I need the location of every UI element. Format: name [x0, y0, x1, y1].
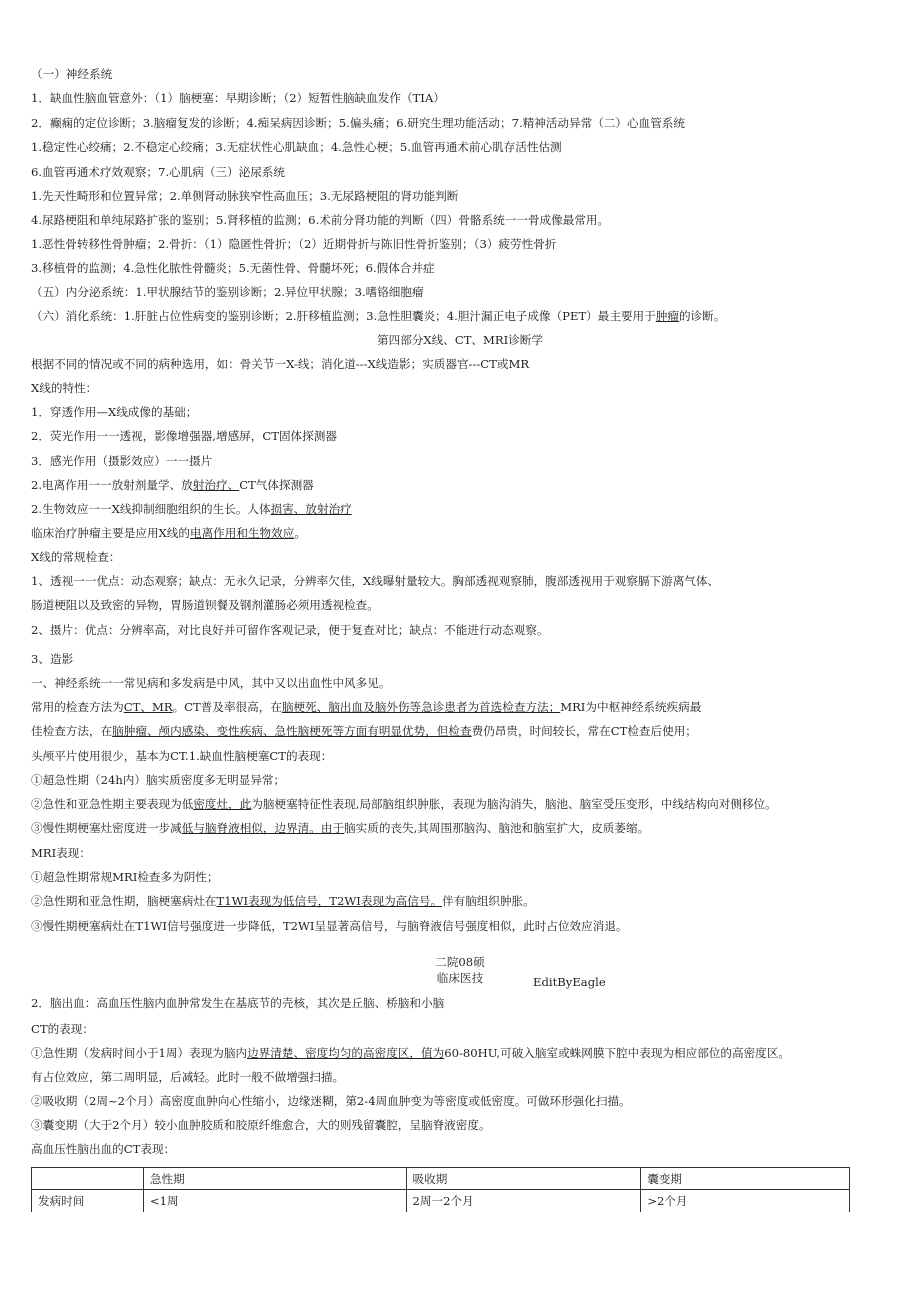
footer-institution: 二院08硕 [435, 955, 485, 969]
text-line: 3．感光作用（摄影效应）一一摄片 [31, 454, 213, 468]
table-cell: >2个月 [641, 1190, 850, 1213]
ct-findings-table [31, 1167, 850, 1212]
text-line: 2.生物效应一一X线抑制细胞组织的生长。人体损害、放射治疗 [31, 502, 352, 516]
text-line: ②吸收期（2周~2个月）高密度血肿向心性缩小，边缘迷糊，第2-4周血肿变为等密度或低密度。可做环形强化扫描。 [31, 1094, 631, 1108]
text-line: （六）消化系统：1.肝脏占位性病变的鉴别诊断；2.肝移植监测；3.急性胆囊炎；4.胆汁漏正电子成像（PET）最主要用于肿瘤的诊断。 [31, 309, 726, 323]
table-cell: 吸收期 [406, 1168, 641, 1190]
text-line: 一、神经系统一一常见病和多发病是中风，其中又以出血性中风多见。 [31, 676, 391, 690]
text-line: 1．缺血性脑血管意外：（1）脑梗塞：早期诊断；（2）短暂性脑缺血发作（TIA） [31, 91, 445, 105]
text-line: 6.血管再通术疗效观察；7.心肌病（三）泌尿系统 [31, 165, 285, 179]
text-line: ②急性期和亚急性期，脑梗塞病灶在T1WI表现为低信号，T2WI表现为高信号。伴有脑组织肿胀。 [31, 894, 535, 908]
text-line: 有占位效应，第二周明显，后减轻。此时一般不做增强扫描。 [31, 1070, 345, 1084]
text-line: ①超急性期（24h内）脑实质密度多无明显异常； [31, 773, 286, 787]
text-line: 临床治疗肿瘤主要是应用X线的电离作用和生物效应。 [31, 526, 306, 540]
text-line: X线的特性： [31, 381, 98, 395]
text-line: 2．荧光作用一一透视，影像增强器,增感屏，CT固体探测器 [31, 429, 337, 443]
text-line: 佳检查方法，在脑肿瘤、颅内感染、变性疾病、急性脑梗死等方面有明显优势，但检查费仍昂贵，时间较长，常在CT检查后使用； [31, 724, 697, 738]
section-heading: 第四部分X线、CT、MRI诊断学 [377, 333, 543, 347]
text-line: （五）内分泌系统：1.甲状腺结节的鉴别诊断；2.异位甲状腺；3.嗜铬细胞瘤 [31, 285, 424, 299]
text-line: 1、透视一一优点：动态观察；缺点：无永久记录，分辨率欠佳，X线曝射量较大。胸部透视观察肺，腹部透视用于观察膈下游离气体、 [31, 574, 720, 588]
text-line: ③慢性期梗塞病灶在T1WI信号强度进一步降低，T2WI呈显著高信号，与脑脊液信号强度相似，此时占位效应消退。 [31, 919, 628, 933]
text-line: ①急性期（发病时间小于1周）表现为脑内边界清楚、密度均匀的高密度区，值为60-80HU,可破入脑室或蛛网膜下腔中表现为相应部位的高密度区。 [31, 1046, 790, 1060]
text-line: 3.移植骨的监测；4.急性化脓性骨髓炎；5.无菌性骨、骨髓坏死；6.假体合并症 [31, 261, 435, 275]
table-row [32, 1190, 850, 1213]
text-line: 1.恶性骨转移性骨肿瘤；2.骨折：（1）隐匿性骨折；（2）近期骨折与陈旧性骨折鉴别；（3）疲劳性骨折 [31, 237, 557, 251]
text-line: 常用的检查方法为CT、MR。CT普及率很高，在脑梗死、脑出血及脑外伤等急诊患者为首选检查方法；MRI为中枢神经系统疾病最 [31, 700, 702, 714]
text-line: 2．癫痫的定位诊断；3.脑瘤复发的诊断；4.痴呆病因诊断；5.偏头痛；6.研究生理功能活动；7.精神活动异常（二）心血管系统 [31, 116, 685, 130]
text-line: 头颅平片使用很少，基本为CT.1.缺血性脑梗塞CT的表现： [31, 749, 333, 763]
table-cell [32, 1168, 144, 1190]
text-line: 2、摄片：优点：分辨率高，对比良好并可留作客观记录，便于复查对比；缺点：不能进行动态观察。 [31, 623, 549, 637]
text-line: 肠道梗阻以及致密的异物，胃肠道钡餐及钢剂灌肠必须用透视检查。 [31, 598, 379, 612]
text-line: ②急性和亚急性期主要表现为低密度灶，此为脑梗塞特征性表现,局部脑组织肿胀，表现为脑沟消失，脑池、脑室受压变形，中线结构向对侧移位。 [31, 797, 777, 811]
table-cell: 2周一2个月 [406, 1190, 641, 1213]
table-cell: <1周 [143, 1190, 406, 1213]
table-cell: 急性期 [143, 1168, 406, 1190]
text-line: 4.尿路梗阻和单纯尿路扩张的鉴别；5.肾移植的监测；6.术前分肾功能的判断（四）骨骼系统一一骨成像最常用。 [31, 213, 610, 227]
table-cell: 囊变期 [641, 1168, 850, 1190]
text-line: 高血压性脑出血的CT表现： [31, 1142, 176, 1156]
text-line: X线的常规检查： [31, 550, 121, 564]
text-line: 2.电离作用一一放射剂量学、放射治疗、CT气体探测器 [31, 478, 314, 492]
text-line: 2．脑出血：高血压性脑内血肿常发生在基底节的壳核，其次是丘脑、桥脑和小脑 [31, 996, 445, 1010]
text-line: 3、造影 [31, 652, 74, 666]
text-line: （一）神经系统 [31, 67, 113, 81]
text-line: ③慢性期梗塞灶密度进一步减低与脑脊液相似，边界清。由于脑实质的丧失,其周围那脑沟、脑池和脑室扩大，皮质萎缩。 [31, 821, 650, 835]
table-cell: 发病时间 [32, 1190, 144, 1213]
table-header-row [32, 1168, 850, 1190]
text-line: 根据不同的情况或不同的病种选用，如：骨关节一X-线；消化道---X线造影；实质器官---CT或MR [31, 357, 530, 371]
text-line: 1．穿透作用—X线成像的基础； [31, 405, 198, 419]
text-line: MRI表现： [31, 846, 91, 860]
footer-editor: EditByEagle [533, 975, 606, 989]
text-line: 1.先天性畸形和位置异常；2.单侧肾动脉狭窄性高血压；3.无尿路梗阻的肾功能判断 [31, 189, 459, 203]
footer-department: 临床医技 [436, 971, 484, 985]
text-line: ①超急性期常规MRI检查多为阴性； [31, 870, 219, 884]
text-line: CT的表现： [31, 1022, 94, 1036]
text-line: ③囊变期（大于2个月）较小血肿胶质和胶原纤维愈合，大的则残留囊腔，呈脑脊液密度。 [31, 1118, 491, 1132]
text-line: 1.稳定性心绞痛；2.不稳定心绞痛；3.无症状性心肌缺血；4.急性心梗；5.血管再通术前心肌存活性估测 [31, 140, 562, 154]
